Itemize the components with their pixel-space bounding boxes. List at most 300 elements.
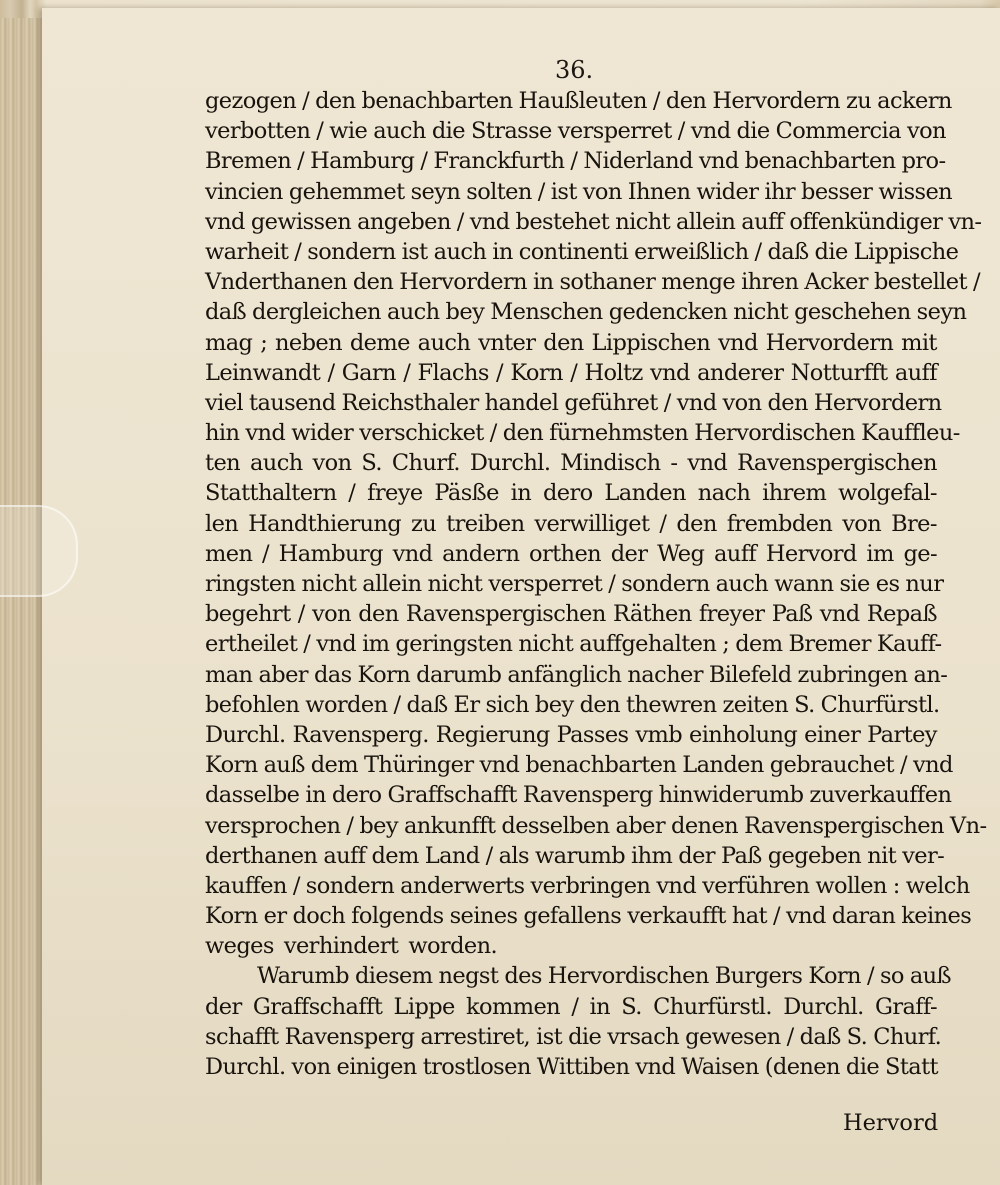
text-word: den: [358, 601, 399, 628]
text-word: mag: [205, 329, 253, 356]
text-word: Warumb: [257, 963, 349, 990]
text-word: benachbarten: [525, 752, 677, 779]
text-word: /: [456, 208, 464, 235]
text-word: gegeben: [767, 842, 862, 869]
text-word: vn-: [948, 208, 982, 235]
text-word: von: [312, 450, 352, 477]
text-word: Hervordischen: [547, 963, 709, 990]
text-word: men: [205, 540, 253, 567]
text-word: den: [676, 510, 717, 537]
text-word: daß: [799, 1023, 841, 1050]
text-line: [205, 539, 937, 569]
text-word: vnd: [316, 631, 357, 658]
text-word: /: [303, 631, 311, 658]
text-line: [205, 237, 959, 267]
text-word: verführen: [702, 872, 810, 899]
text-word: sondern: [305, 872, 395, 899]
text-word: Hervordern: [712, 88, 840, 114]
text-word: vnd: [656, 872, 697, 899]
text-word: Ravensperg: [284, 1023, 415, 1050]
text-word: Acker: [804, 269, 868, 296]
text-word: versperret: [557, 118, 672, 145]
text-word: dasselbe: [205, 782, 300, 809]
text-line: [205, 871, 970, 901]
text-word: Vnderthanen: [205, 269, 347, 296]
text-word: deme: [349, 329, 410, 356]
text-word: nach: [697, 480, 751, 507]
text-word: Bremen: [205, 148, 292, 175]
text-word: als: [498, 842, 529, 869]
text-word: die: [814, 238, 848, 265]
text-word: Garn: [341, 359, 396, 386]
text-word: /: [262, 540, 269, 567]
text-word: zu: [845, 88, 872, 114]
text-word: die: [845, 1054, 880, 1080]
text-word: thewren: [625, 691, 717, 718]
text-word: den: [502, 420, 544, 447]
text-word: vnter: [478, 329, 536, 356]
text-word: /: [496, 359, 504, 386]
text-word: gehemmet: [288, 178, 405, 205]
text-word: Durchl.: [205, 721, 286, 748]
text-word: Ravensperg.: [292, 721, 429, 748]
text-word: folgends: [351, 903, 444, 930]
text-word: daran: [831, 903, 896, 930]
text-word: auch: [249, 450, 303, 477]
text-word: ist: [536, 1023, 563, 1050]
text-word: Weg: [657, 540, 705, 567]
text-word: auch: [417, 329, 471, 356]
text-word: bey: [359, 812, 398, 839]
text-word: verhindert: [283, 933, 399, 960]
text-word: in: [492, 238, 513, 265]
text-word: solten: [466, 178, 532, 205]
text-word: nicht: [301, 571, 357, 597]
text-word: dero: [542, 480, 593, 507]
text-word: allein: [362, 571, 422, 597]
text-word: in: [532, 269, 554, 296]
text-word: Lippischen: [591, 329, 711, 356]
text-word: Churfürstl.: [653, 993, 772, 1020]
text-word: S.: [621, 993, 642, 1020]
text-word: dem: [735, 631, 783, 658]
text-word: vnd: [676, 389, 717, 416]
text-word: orthen: [529, 540, 602, 567]
text-word: benachbarten: [361, 88, 513, 114]
text-word: Durchl.: [783, 993, 864, 1020]
text-line: [205, 509, 937, 539]
text-word: bey: [534, 691, 574, 718]
text-word: ist: [550, 178, 577, 205]
text-word: Durchl.: [205, 1054, 286, 1080]
text-word: daß: [767, 238, 809, 265]
text-word: /: [866, 963, 874, 990]
text-line: [205, 660, 948, 690]
text-line: [205, 931, 937, 961]
text-word: wolgefal-: [838, 480, 937, 507]
text-word: /: [754, 238, 762, 265]
text-word: vnd: [245, 420, 286, 447]
text-word: vnd: [479, 752, 520, 779]
text-word: Ravenspergischen: [405, 601, 606, 628]
text-word: in: [510, 480, 532, 507]
text-word: /: [297, 148, 305, 175]
text-word: Waisen: [681, 1054, 759, 1080]
text-word: welch: [905, 872, 970, 899]
text-word: dergleichen: [252, 299, 381, 326]
text-word: /: [663, 389, 671, 416]
text-word: frembden: [726, 510, 833, 537]
text-word: Vn-: [949, 812, 987, 839]
text-word: ;: [722, 631, 730, 658]
text-word: desselben: [501, 812, 610, 839]
text-word: ;: [260, 329, 268, 356]
text-word: fürnehmsten: [549, 420, 689, 447]
text-word: erweißlich: [634, 238, 749, 265]
text-word: einigen: [336, 1054, 417, 1080]
text-word: so: [879, 963, 904, 990]
text-word: der: [205, 993, 242, 1020]
text-word: in: [305, 782, 326, 809]
text-word: Partey: [867, 721, 937, 748]
text-word: auff: [323, 842, 366, 869]
text-word: dem: [310, 752, 359, 779]
page-edges: [0, 18, 42, 1185]
text-word: daß: [205, 299, 247, 326]
text-word: /: [570, 359, 578, 386]
text-word: nur: [905, 571, 944, 597]
text-word: Lippe: [393, 993, 455, 1020]
text-word: Päsße: [434, 480, 499, 507]
text-word: derthanen: [205, 842, 318, 869]
text-word: Regierung: [435, 721, 550, 748]
text-word: warumb: [534, 842, 626, 869]
text-word: verwilliget: [534, 510, 650, 537]
text-line: [205, 599, 937, 629]
text-line: [205, 418, 960, 448]
text-line: [205, 841, 945, 871]
text-word: seyn: [410, 178, 461, 205]
text-word: gebrauchet: [769, 752, 894, 779]
text-word: Graffschafft: [252, 993, 383, 1020]
text-line: [205, 961, 951, 991]
text-word: den: [543, 329, 584, 356]
text-line: [205, 1022, 942, 1052]
text-word: vnd: [635, 1054, 676, 1080]
text-word: verbotten: [205, 118, 311, 145]
text-word: /: [297, 601, 305, 628]
text-word: Statthaltern: [205, 480, 337, 507]
text-word: ist: [401, 238, 428, 265]
text-word: im: [866, 540, 894, 567]
text-word: trostlosen: [422, 1054, 531, 1080]
text-word: nacher: [627, 661, 703, 688]
text-word: /: [972, 269, 980, 296]
text-word: Haußleuten: [518, 88, 647, 114]
text-word: gezogen: [205, 88, 297, 114]
text-word: von: [906, 118, 946, 145]
text-word: zu: [411, 510, 437, 537]
text-word: Strasse: [470, 118, 552, 145]
text-line: [205, 750, 953, 780]
text-word: nicht: [427, 571, 483, 597]
text-word: die: [431, 118, 465, 145]
text-word: geschehen: [794, 299, 911, 326]
text-line: [205, 1052, 937, 1082]
text-word: Handthierung: [248, 510, 402, 537]
text-word: des: [504, 963, 542, 990]
text-word: Notturfft: [790, 359, 888, 386]
text-word: andern: [442, 540, 520, 567]
text-word: sich: [485, 691, 529, 718]
text-word: /: [608, 571, 616, 597]
text-word: nicht: [733, 299, 789, 326]
text-word: Thüringer: [364, 752, 474, 779]
text-line: [205, 720, 937, 750]
text-word: wollen: [815, 872, 887, 899]
text-word: Leinwandt: [205, 359, 321, 386]
text-word: ankunfft: [403, 812, 496, 839]
text-word: diesem: [354, 963, 433, 990]
text-word: menge: [661, 269, 736, 296]
text-word: der: [678, 842, 715, 869]
text-word: /: [677, 118, 685, 145]
text-word: vnd: [205, 208, 245, 235]
text-word: Reichsthaler: [341, 389, 479, 416]
text-word: verschicket: [359, 420, 484, 447]
text-word: (denen: [764, 1054, 840, 1080]
text-word: schafft: [205, 1023, 279, 1050]
text-word: vincien: [205, 178, 283, 205]
text-word: Korn: [205, 903, 258, 930]
text-word: dero: [331, 782, 382, 809]
text-word: den: [315, 88, 356, 114]
text-word: Commercia: [775, 118, 901, 145]
text-line: [205, 478, 937, 508]
text-word: /: [652, 88, 660, 114]
text-word: Churfürstl.: [820, 691, 940, 718]
text-word: geführet: [564, 389, 658, 416]
text-word: von: [582, 178, 622, 205]
text-line: [205, 177, 953, 207]
text-word: Hamburg: [310, 148, 415, 175]
text-line: [205, 267, 980, 297]
text-word: auff: [741, 208, 784, 235]
text-word: die: [736, 118, 770, 145]
text-word: Hervordischen: [694, 420, 856, 447]
text-word: len: [205, 510, 239, 537]
text-word: in: [589, 993, 611, 1020]
text-word: /: [403, 359, 411, 386]
text-word: er: [263, 903, 287, 930]
text-word: Korn: [205, 752, 258, 779]
text-word: sie: [839, 571, 870, 597]
text-word: Landen: [604, 480, 686, 507]
text-word: die: [568, 1023, 602, 1050]
text-word: auß: [263, 752, 305, 779]
text-word: Hervord: [765, 540, 857, 567]
text-line: [205, 328, 937, 358]
text-word: einer: [804, 721, 861, 748]
text-word: Franckfurth: [433, 148, 565, 175]
text-word: darumb: [416, 661, 502, 688]
text-line: [205, 901, 972, 931]
text-word: auffgehalten: [579, 631, 717, 658]
text-word: neben: [275, 329, 343, 356]
text-word: ge-: [903, 540, 937, 567]
text-word: nicht: [615, 208, 671, 235]
text-word: vnd: [392, 540, 433, 567]
text-word: nicht: [518, 631, 574, 658]
text-word: versprochen: [205, 812, 341, 839]
text-word: Bilefeld: [708, 661, 792, 688]
text-word: handel: [484, 389, 559, 416]
text-word: arrestiret,: [420, 1023, 531, 1050]
text-word: Korn: [510, 359, 563, 386]
text-word: ihr: [764, 178, 796, 205]
text-word: auff: [894, 359, 937, 386]
text-word: wider: [696, 178, 759, 205]
text-line: [205, 86, 952, 116]
text-word: kauffen: [205, 872, 287, 899]
text-word: Ravenspergischen: [744, 812, 944, 839]
text-word: S.: [794, 691, 815, 718]
text-word: man: [205, 661, 253, 688]
text-word: gedencken: [608, 299, 728, 326]
text-word: freye: [367, 480, 423, 507]
text-word: wissen: [878, 178, 953, 205]
text-word: hinwiderumb: [658, 782, 804, 809]
text-word: /: [659, 510, 667, 537]
page-clip: [0, 505, 78, 597]
text-word: Hervordern: [399, 269, 527, 296]
text-word: seines: [449, 903, 518, 930]
text-word: /: [346, 812, 354, 839]
text-word: gefallens: [523, 903, 622, 930]
text-word: Menschen: [490, 299, 603, 326]
text-word: ackern: [877, 88, 952, 114]
text-line: [205, 629, 942, 659]
text-word: auß: [909, 963, 951, 990]
text-word: worden: [305, 691, 388, 718]
text-word: /: [393, 691, 401, 718]
text-word: /: [302, 88, 310, 114]
text-word: vnd: [717, 329, 758, 356]
text-word: Ravensperg: [522, 782, 653, 809]
catchword: Hervord: [843, 1110, 939, 1136]
text-word: von: [312, 601, 351, 628]
text-word: Räthen: [613, 601, 692, 628]
text-word: vrsach: [607, 1023, 680, 1050]
text-word: auch: [433, 238, 487, 265]
text-word: /: [571, 993, 579, 1020]
text-word: Kauffleu-: [861, 420, 960, 447]
text-word: sothaner: [559, 269, 656, 296]
text-word: bestellet: [873, 269, 967, 296]
text-word: sondern: [621, 571, 710, 597]
text-word: den: [767, 389, 808, 416]
text-word: Flachs: [417, 359, 489, 386]
text-word: Graff-: [874, 993, 937, 1020]
text-line: [205, 992, 937, 1022]
text-word: treiben: [446, 510, 525, 537]
text-line: [205, 780, 952, 810]
text-word: geringsten: [395, 631, 513, 658]
text-word: mit: [901, 329, 937, 356]
text-line: [205, 690, 940, 720]
text-word: das: [313, 661, 352, 688]
text-word: /: [327, 359, 335, 386]
text-word: Ravenspergischen: [737, 450, 937, 477]
text-word: Paß: [720, 842, 762, 869]
text-word: verbringen: [530, 872, 651, 899]
text-word: den: [665, 88, 707, 114]
text-word: Hervordern: [813, 389, 942, 416]
text-word: auch: [386, 299, 440, 326]
text-word: Paß: [771, 601, 813, 628]
text-word: bey: [445, 299, 485, 326]
text-word: Bre-: [891, 510, 937, 537]
text-word: vmb: [635, 721, 683, 748]
text-word: Wittiben: [536, 1054, 630, 1080]
text-word: aber: [615, 812, 666, 839]
text-word: auff: [713, 540, 757, 567]
text-word: ihren: [741, 269, 799, 296]
text-word: :: [892, 872, 900, 899]
text-word: verkaufft: [627, 903, 726, 930]
text-word: Korn: [357, 661, 411, 688]
text-word: /: [899, 752, 907, 779]
text-word: vnd: [687, 450, 728, 477]
text-word: vnd: [785, 903, 826, 930]
text-word: ten: [205, 450, 241, 477]
text-word: versperret: [488, 571, 603, 597]
text-line: [205, 358, 937, 388]
text-word: ringsten: [205, 571, 296, 597]
text-word: Churf.: [391, 450, 460, 477]
text-word: den: [352, 269, 394, 296]
text-word: Er: [453, 691, 480, 718]
text-word: Churf.: [873, 1023, 942, 1050]
text-word: es: [875, 571, 900, 597]
text-word: wider: [291, 420, 354, 447]
text-word: /: [485, 842, 493, 869]
text-line: [205, 448, 937, 478]
text-word: S.: [361, 450, 382, 477]
text-word: S.: [846, 1023, 868, 1050]
text-word: Repaß: [866, 601, 937, 628]
text-word: Niderland: [583, 148, 693, 175]
text-word: Bremer: [788, 631, 871, 658]
text-word: Hamburg: [278, 540, 383, 567]
text-word: pro-: [901, 148, 946, 175]
text-word: bestehet: [515, 208, 610, 235]
text-word: vnd: [650, 359, 690, 386]
text-word: angeben: [357, 208, 451, 235]
text-line: [205, 297, 967, 327]
text-word: zubringen: [797, 661, 908, 688]
text-word: Land: [424, 842, 480, 869]
text-word: nit: [867, 842, 897, 869]
text-word: Mindisch: [560, 450, 661, 477]
text-word: Hervordern: [765, 329, 894, 356]
text-word: warheit: [205, 238, 289, 265]
text-word: seyn: [916, 299, 967, 326]
text-line: [205, 388, 942, 418]
text-word: dem: [371, 842, 419, 869]
text-word: kommen: [466, 993, 561, 1020]
text-word: gewissen: [250, 208, 352, 235]
